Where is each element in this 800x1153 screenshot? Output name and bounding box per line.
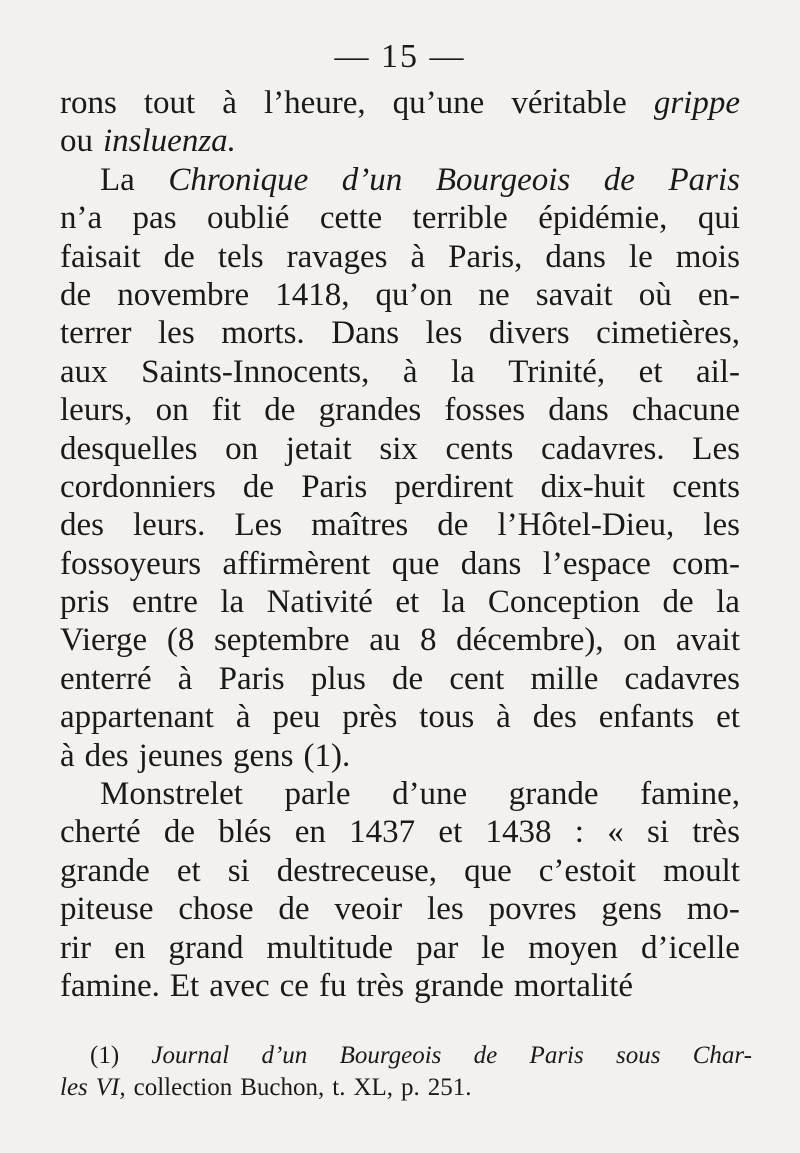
word: chacune [631, 392, 740, 429]
word: que [391, 545, 440, 582]
word: terrible [412, 200, 508, 237]
word: à [402, 353, 418, 390]
word: cents [672, 468, 740, 505]
word: qui [697, 200, 740, 237]
word: desquelles [60, 430, 198, 467]
word: à [235, 699, 251, 736]
word: n’a [60, 200, 103, 237]
word: où [638, 276, 672, 313]
word: cimetières, [596, 315, 740, 352]
word: de [163, 238, 195, 275]
word: mois [675, 238, 740, 275]
body-text [60, 84, 740, 1005]
word: les [703, 507, 740, 544]
word: c’estoit [538, 852, 636, 889]
word: tels [217, 238, 264, 275]
word: fossoyeurs [60, 545, 202, 582]
word: entre [131, 584, 198, 621]
word: la [716, 584, 740, 621]
word: des [60, 507, 104, 544]
word: cette [319, 200, 383, 237]
word: chose [178, 891, 254, 928]
footnote-word: VI, [95, 1074, 126, 1101]
word: Les [234, 507, 283, 544]
word: de [264, 392, 296, 429]
text-line [60, 276, 740, 314]
word: au [369, 622, 401, 659]
word: Paris [668, 161, 740, 198]
word: grande [508, 776, 599, 813]
word: ne [478, 276, 510, 313]
word: oublié [206, 200, 290, 237]
word: « [607, 814, 624, 851]
word: on [155, 392, 189, 429]
text-line [60, 737, 740, 775]
word: fu [318, 967, 347, 1004]
word: qu’une [392, 85, 485, 121]
word: grandes [318, 392, 422, 429]
word: terrer [60, 315, 132, 352]
footnote-line [60, 1072, 752, 1104]
word: pris [60, 584, 110, 621]
word: de [163, 814, 196, 851]
word: le [628, 238, 653, 275]
word: les [425, 315, 463, 352]
word: moult [662, 852, 740, 889]
word: Vierge [60, 622, 148, 659]
word: véritable [511, 85, 627, 121]
word: décembre), [456, 622, 604, 659]
word: novembre [117, 276, 250, 313]
word: multitude [266, 929, 394, 966]
text-line [60, 122, 740, 160]
text-line [60, 929, 740, 967]
word: enterré [60, 660, 152, 697]
word: dix-huit [540, 468, 646, 505]
word: et [438, 814, 463, 851]
word: de [662, 584, 694, 621]
text-line [60, 353, 740, 391]
footnote-word: t. [332, 1074, 346, 1101]
word: gens [232, 737, 294, 774]
word: enfants [598, 699, 695, 736]
word: perdirent [394, 468, 514, 505]
word: maîtres [311, 507, 409, 544]
text-line [60, 775, 740, 813]
word: à [177, 660, 193, 697]
text-line [60, 698, 740, 736]
footnote-word: de [473, 1042, 498, 1069]
word: dans [548, 392, 609, 429]
word: cordonniers [60, 468, 216, 505]
footnote-word: collection [133, 1074, 233, 1101]
word: de [437, 507, 469, 544]
word: faisait [60, 238, 141, 275]
word: les [158, 315, 195, 352]
word: de [60, 276, 92, 313]
word: d’une [392, 776, 468, 813]
word: d’icelle [640, 929, 740, 966]
word: divers [488, 315, 570, 352]
word: l’espace [542, 545, 651, 582]
word: à [222, 85, 237, 121]
word: aux [60, 353, 108, 390]
word: cent [449, 660, 505, 697]
page-number: — 15 — [334, 38, 466, 75]
text-line [60, 314, 740, 352]
word: par [416, 929, 459, 966]
word: Bourgeois [435, 161, 571, 198]
word: ail- [695, 353, 740, 390]
word: la [450, 353, 475, 390]
word: Conception [487, 584, 641, 621]
word: cadavres [624, 660, 740, 697]
word: et [638, 353, 663, 390]
text-line [60, 238, 740, 276]
word: morts. [221, 315, 305, 352]
word: cadavres. [540, 430, 665, 467]
footnote-word: d’un [261, 1042, 308, 1069]
word: 1418, [275, 276, 350, 313]
word: Les [692, 430, 740, 467]
word: Paris, [448, 238, 523, 275]
word: veoir [334, 891, 403, 928]
footnote-word: Char- [692, 1042, 752, 1069]
word: fosses [444, 392, 526, 429]
word: plus [310, 660, 366, 697]
word: à [496, 699, 511, 736]
word: Chronique [168, 161, 309, 198]
word: à [60, 737, 75, 774]
footnote-word: (1) [90, 1042, 120, 1069]
word: fit [211, 392, 242, 429]
word: de [242, 468, 275, 505]
text-line [60, 199, 740, 237]
word: gens [601, 891, 662, 928]
text-line [60, 852, 740, 890]
word: avec [209, 967, 270, 1004]
text-line [60, 84, 740, 122]
word: Saints-Innocents, [141, 353, 370, 390]
word: Et [169, 967, 200, 1004]
word: les [427, 891, 464, 928]
word: on [225, 430, 259, 467]
word: affirmèrent [222, 545, 371, 582]
word: la [220, 584, 245, 621]
word: leurs, [60, 392, 133, 429]
word: appartenant [60, 699, 214, 736]
word: cents [445, 430, 514, 467]
word: ce [279, 967, 309, 1004]
word: parle [284, 776, 351, 813]
word: grande [60, 852, 150, 889]
word: si [227, 852, 250, 889]
word: dans [545, 238, 606, 275]
text-line [60, 813, 740, 851]
footnote-word: les [60, 1074, 88, 1101]
word: savait [535, 276, 613, 313]
word: ou [60, 123, 93, 160]
word: à [410, 238, 426, 275]
text-line [60, 161, 740, 199]
word: d’un [341, 161, 403, 198]
text-line [60, 621, 740, 659]
word: grande [414, 967, 504, 1004]
word: 1438 [485, 814, 552, 851]
footnote-word: Paris [529, 1042, 584, 1069]
word: avait [675, 622, 740, 659]
word: Paris [301, 468, 368, 505]
word: l’Hôtel-Dieu, [497, 507, 675, 544]
word: de [278, 891, 310, 928]
word: épidémie, [538, 200, 668, 237]
text-line [60, 391, 740, 429]
text-line [60, 967, 740, 1005]
word: que [464, 852, 512, 889]
word: et [176, 852, 201, 889]
word: blés [218, 814, 272, 851]
word: famine, [640, 776, 740, 813]
word: : [574, 814, 584, 851]
word: jetait [285, 430, 352, 467]
word: piteuse [60, 891, 154, 928]
text-line [60, 890, 740, 928]
word: (1). [303, 737, 351, 774]
word: dans [460, 545, 522, 582]
word: en- [697, 276, 740, 313]
word: insluenza. [103, 123, 236, 160]
word: Nativité [266, 584, 373, 621]
word: qu’on [375, 276, 453, 313]
word: Dans [331, 315, 400, 352]
footnote-word: Buchon, [240, 1074, 325, 1101]
word: pas [132, 200, 177, 237]
footnote-word: sous [616, 1042, 661, 1069]
word: très [692, 814, 740, 851]
word: peu [272, 699, 321, 736]
word: povres [488, 891, 577, 928]
word: Monstrelet [100, 776, 243, 813]
word: des [532, 699, 577, 736]
word: et [395, 584, 420, 621]
word: en [294, 814, 326, 851]
word: destreceuse, [276, 852, 438, 889]
word: jeunes [138, 737, 223, 774]
word: grippe [653, 85, 740, 121]
footnote-line [60, 1040, 752, 1072]
text-line [60, 583, 740, 621]
word: mortalité [513, 967, 634, 1004]
word: famine. [60, 967, 160, 1004]
word: moyen [528, 929, 618, 966]
text-line [60, 506, 740, 544]
word: et [716, 699, 740, 736]
word: l’heure, [263, 85, 366, 121]
footnote-word: p. [401, 1074, 420, 1101]
word: 8 [419, 622, 437, 659]
word: rir [60, 929, 92, 966]
text-line [60, 468, 740, 506]
word: si [646, 814, 669, 851]
word: très [356, 967, 405, 1004]
word: septembre [213, 622, 350, 659]
word: mille [530, 660, 599, 697]
word: leurs. [133, 507, 206, 544]
word: La [100, 161, 135, 198]
word: rons [60, 85, 117, 121]
word: de [603, 161, 635, 198]
footnote-word: Bourgeois [339, 1042, 442, 1069]
word: (8 [166, 622, 195, 659]
word: près [342, 699, 398, 736]
word: six [379, 430, 418, 467]
word: mo- [686, 891, 740, 928]
word: la [441, 584, 466, 621]
footnote-word: XL, [353, 1074, 394, 1101]
word: de [392, 660, 424, 697]
word: tout [143, 85, 196, 121]
word: ravages [286, 238, 388, 275]
word: Paris [218, 660, 285, 697]
text-line [60, 430, 740, 468]
word: en [114, 929, 146, 966]
footnote [60, 1040, 752, 1104]
word: on [623, 622, 657, 659]
word: cherté [60, 814, 141, 851]
word: le [481, 929, 506, 966]
footnote-word: Journal [151, 1042, 230, 1069]
word: grand [168, 929, 244, 966]
word: 1437 [349, 814, 416, 851]
word: tous [419, 699, 475, 736]
word: Trinité, [508, 353, 606, 390]
text-line [60, 545, 740, 583]
word: des [84, 737, 129, 774]
text-line [60, 660, 740, 698]
word: com- [672, 545, 740, 582]
footnote-word: 251. [427, 1074, 472, 1101]
